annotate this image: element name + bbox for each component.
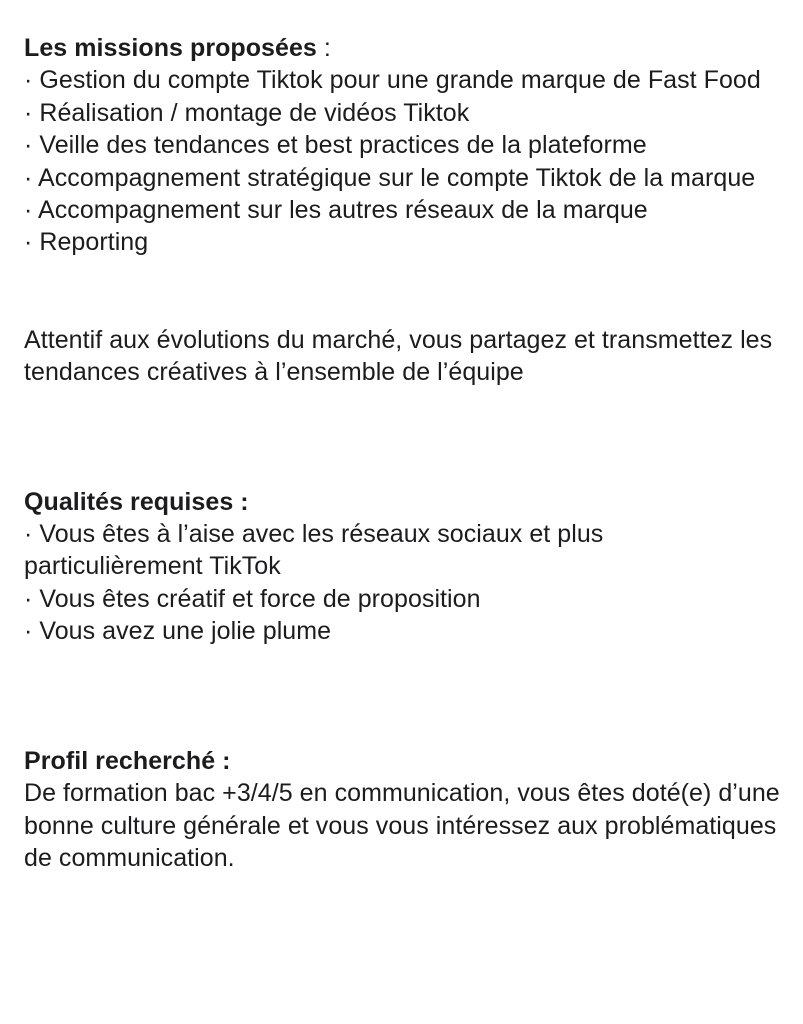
- profil-heading: Profil recherché :: [24, 746, 231, 775]
- missions-section: [24, 32, 784, 259]
- list-item: · Reporting: [24, 228, 149, 257]
- list-item: · Vous êtes à l’aise avec les réseaux sociaux et plus particulièrement TikTok: [24, 520, 604, 581]
- spacer: [24, 388, 784, 485]
- list-item: · Vous êtes créatif et force de proposition: [24, 584, 481, 613]
- attentif-paragraph: Attentif aux évolutions du marché, vous partagez et transmettez les tendances créatives à l’ensemble de l’équipe: [24, 325, 773, 387]
- spacer: [24, 648, 784, 745]
- qualites-section: [24, 486, 784, 648]
- qualites-heading: Qualités requises :: [24, 487, 249, 516]
- list-item: · Veille des tendances et best practices de la plateforme: [24, 131, 647, 160]
- list-item: · Réalisation / montage de vidéos Tiktok: [24, 98, 470, 127]
- profil-section: [24, 745, 784, 875]
- missions-heading-suffix: :: [316, 34, 331, 62]
- list-item: · Gestion du compte Tiktok pour une grande marque de Fast Food: [24, 66, 761, 95]
- list-item: · Vous avez une jolie plume: [24, 617, 332, 646]
- profil-paragraph: De formation bac +3/4/5 en communication, vous êtes doté(e) d’une bonne culture générale et vous vous intéressez aux problématiques de communication.: [24, 779, 780, 873]
- job-description: [24, 32, 784, 874]
- list-item: · Accompagnement stratégique sur le compte Tiktok de la marque: [24, 163, 756, 192]
- missions-heading: Les missions proposées: [24, 34, 317, 62]
- spacer: [24, 259, 784, 324]
- missions-heading-line: [24, 32, 784, 64]
- list-item: · Accompagnement sur les autres réseaux de la marque: [24, 196, 648, 225]
